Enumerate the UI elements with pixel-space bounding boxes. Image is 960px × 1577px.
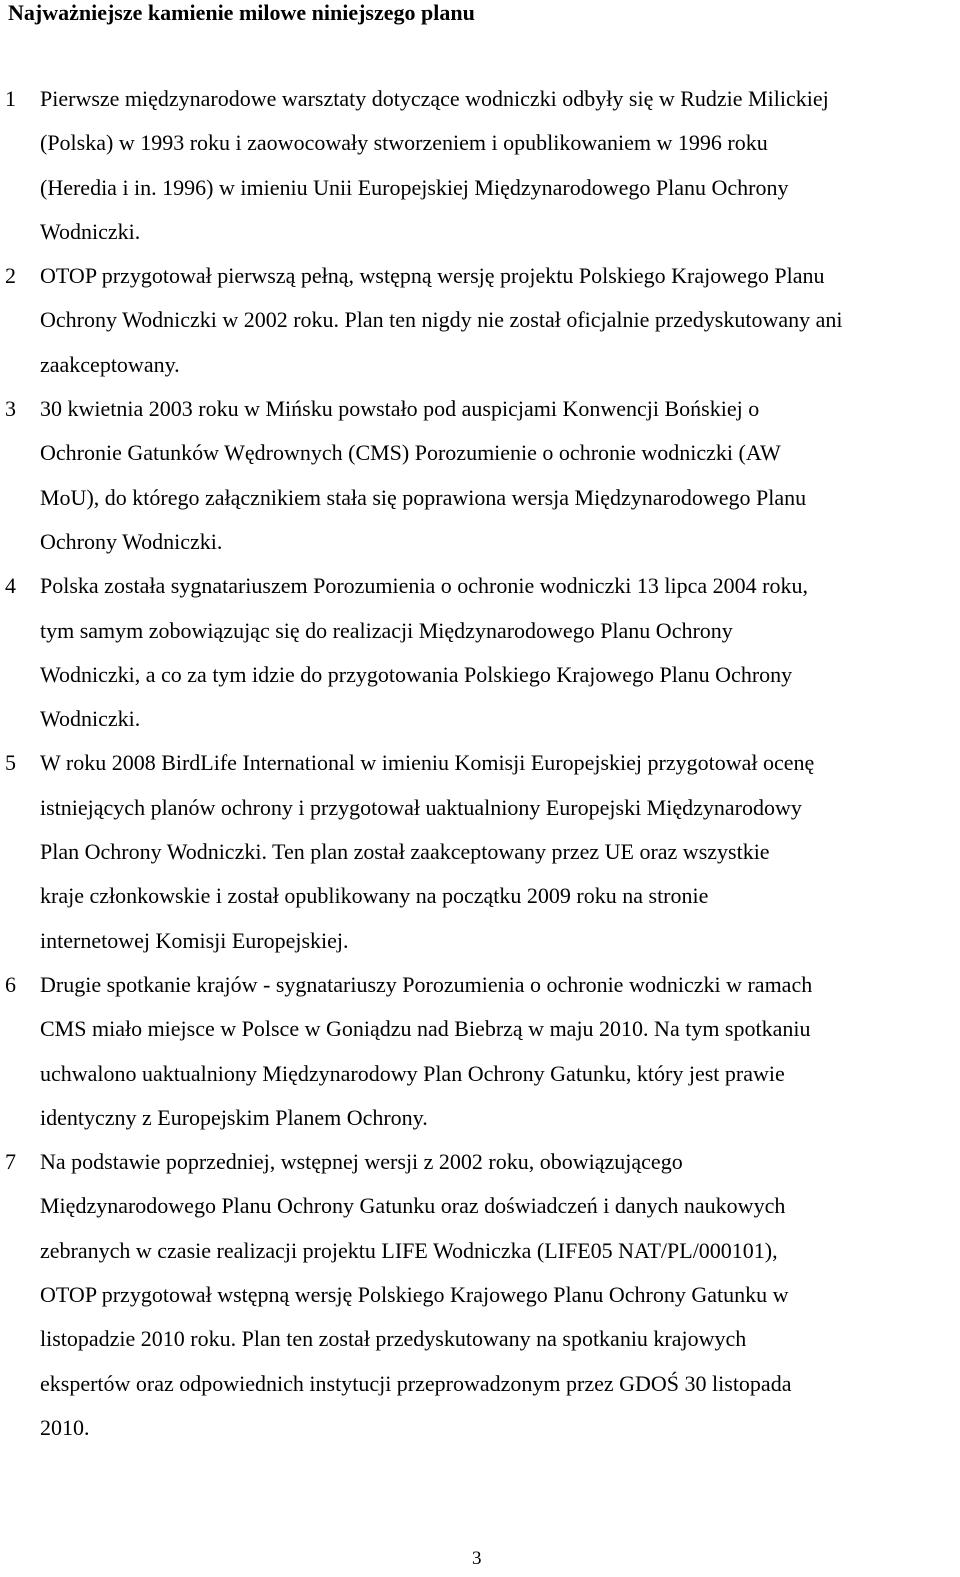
milestone-text-line: ekspertów oraz odpowiednich instytucji przeprowadzonym przez GDOŚ 30 listopada (40, 1370, 792, 1396)
milestone-text-line: zebranych w czasie realizacji projektu LIFE Wodniczka (LIFE05 NAT/PL/000101), (40, 1237, 778, 1263)
milestone-text-line: Polska została sygnatariuszem Porozumienia o ochronie wodniczki 13 lipca 2004 roku, (40, 573, 808, 599)
milestone-text (40, 387, 960, 564)
milestone-text-line: Ochronie Gatunków Wędrownych (CMS) Porozumienie o ochronie wodniczki (AW (40, 440, 781, 466)
milestone-item (0, 963, 960, 1140)
milestone-text-line: (Polska) w 1993 roku i zaowocowały stworzeniem i opublikowaniem w 1996 roku (40, 130, 768, 156)
milestone-text (40, 741, 960, 962)
page-number: 3 (472, 1548, 482, 1569)
milestone-item (0, 564, 960, 741)
milestone-item (0, 741, 960, 962)
milestone-text-line: OTOP przygotował pierwszą pełną, wstępną wersję projektu Polskiego Krajowego Planu (40, 263, 825, 289)
milestone-number: 7 (5, 1149, 16, 1175)
milestone-number: 1 (5, 86, 16, 111)
milestone-text-line: Na podstawie poprzedniej, wstępnej wersji z 2002 roku, obowiązującego (40, 1149, 683, 1175)
milestone-text (40, 1140, 960, 1450)
milestone-text-line: identyczny z Europejskim Planem Ochrony. (40, 1104, 428, 1130)
milestone-number: 4 (5, 573, 16, 599)
milestone-text-line: zaakceptowany. (40, 351, 180, 377)
milestone-text-line: istniejących planów ochrony i przygotował uaktualniony Europejski Międzynarodowy (40, 794, 802, 820)
milestone-number: 6 (5, 971, 16, 997)
milestone-text (40, 963, 960, 1140)
milestone-text-line: CMS miało miejsce w Polsce w Goniądzu nad Biebrzą w maju 2010. Na tym spotkaniu (40, 1016, 811, 1042)
milestone-number: 5 (5, 750, 16, 776)
milestone-item (0, 77, 960, 254)
milestones-list (0, 77, 960, 1450)
milestone-text-line: listopadzie 2010 roku. Plan ten został przedyskutowany na spotkaniu krajowych (40, 1326, 747, 1352)
milestone-item (0, 1140, 960, 1450)
milestone-text-line: Plan Ochrony Wodniczki. Ten plan został zaakceptowany przez UE oraz wszystkie (40, 839, 770, 865)
milestone-text (40, 254, 960, 387)
milestone-text-line: internetowej Komisji Europejskiej. (40, 927, 349, 953)
milestone-text (40, 77, 960, 254)
milestone-item (0, 254, 960, 387)
milestone-text-line: Międzynarodowego Planu Ochrony Gatunku oraz doświadczeń i danych naukowych (40, 1193, 786, 1219)
milestone-text-line: Ochrony Wodniczki. (40, 528, 223, 554)
milestone-text-line: MoU), do którego załącznikiem stała się poprawiona wersja Międzynarodowego Planu (40, 484, 807, 510)
milestone-text-line: Wodniczki. (40, 218, 141, 244)
milestone-text (40, 564, 960, 741)
milestone-text-line: kraje członkowskie i został opublikowany na początku 2009 roku na stronie (40, 883, 709, 909)
page-heading: Najważniejsze kamienie milowe niniejszego planu (8, 0, 475, 25)
milestone-text-line: Wodniczki. (40, 706, 141, 732)
milestone-text-line: Wodniczki, a co za tym idzie do przygotowania Polskiego Krajowego Planu Ochrony (40, 661, 793, 687)
milestone-text-line: W roku 2008 BirdLife International w imieniu Komisji Europejskiej przygotował ocenę (40, 750, 815, 776)
milestone-item (0, 387, 960, 564)
milestone-text-line: Ochrony Wodniczki w 2002 roku. Plan ten nigdy nie został oficjalnie przedyskutowany ani (40, 307, 843, 333)
milestone-text-line: (Heredia i in. 1996) w imieniu Unii Europejskiej Międzynarodowego Planu Ochrony (40, 174, 789, 200)
milestone-text-line: 2010. (40, 1414, 90, 1440)
milestone-text-line: tym samym zobowiązując się do realizacji Międzynarodowego Planu Ochrony (40, 617, 733, 643)
milestone-text-line: OTOP przygotował wstępną wersję Polskiego Krajowego Planu Ochrony Gatunku w (40, 1282, 789, 1308)
milestone-text-line: 30 kwietnia 2003 roku w Mińsku powstało pod auspicjami Konwencji Bońskiej o (40, 396, 760, 422)
milestone-text-line: uchwalono uaktualniony Międzynarodowy Plan Ochrony Gatunku, który jest prawie (40, 1060, 785, 1086)
milestone-number: 2 (5, 263, 16, 289)
milestone-text-line: Drugie spotkanie krajów - sygnatariuszy Porozumienia o ochronie wodniczki w ramach (40, 971, 813, 997)
milestone-number: 3 (5, 396, 16, 422)
milestone-text-line: Pierwsze międzynarodowe warsztaty dotyczące wodniczki odbyły się w Rudzie Milickiej (40, 86, 829, 111)
